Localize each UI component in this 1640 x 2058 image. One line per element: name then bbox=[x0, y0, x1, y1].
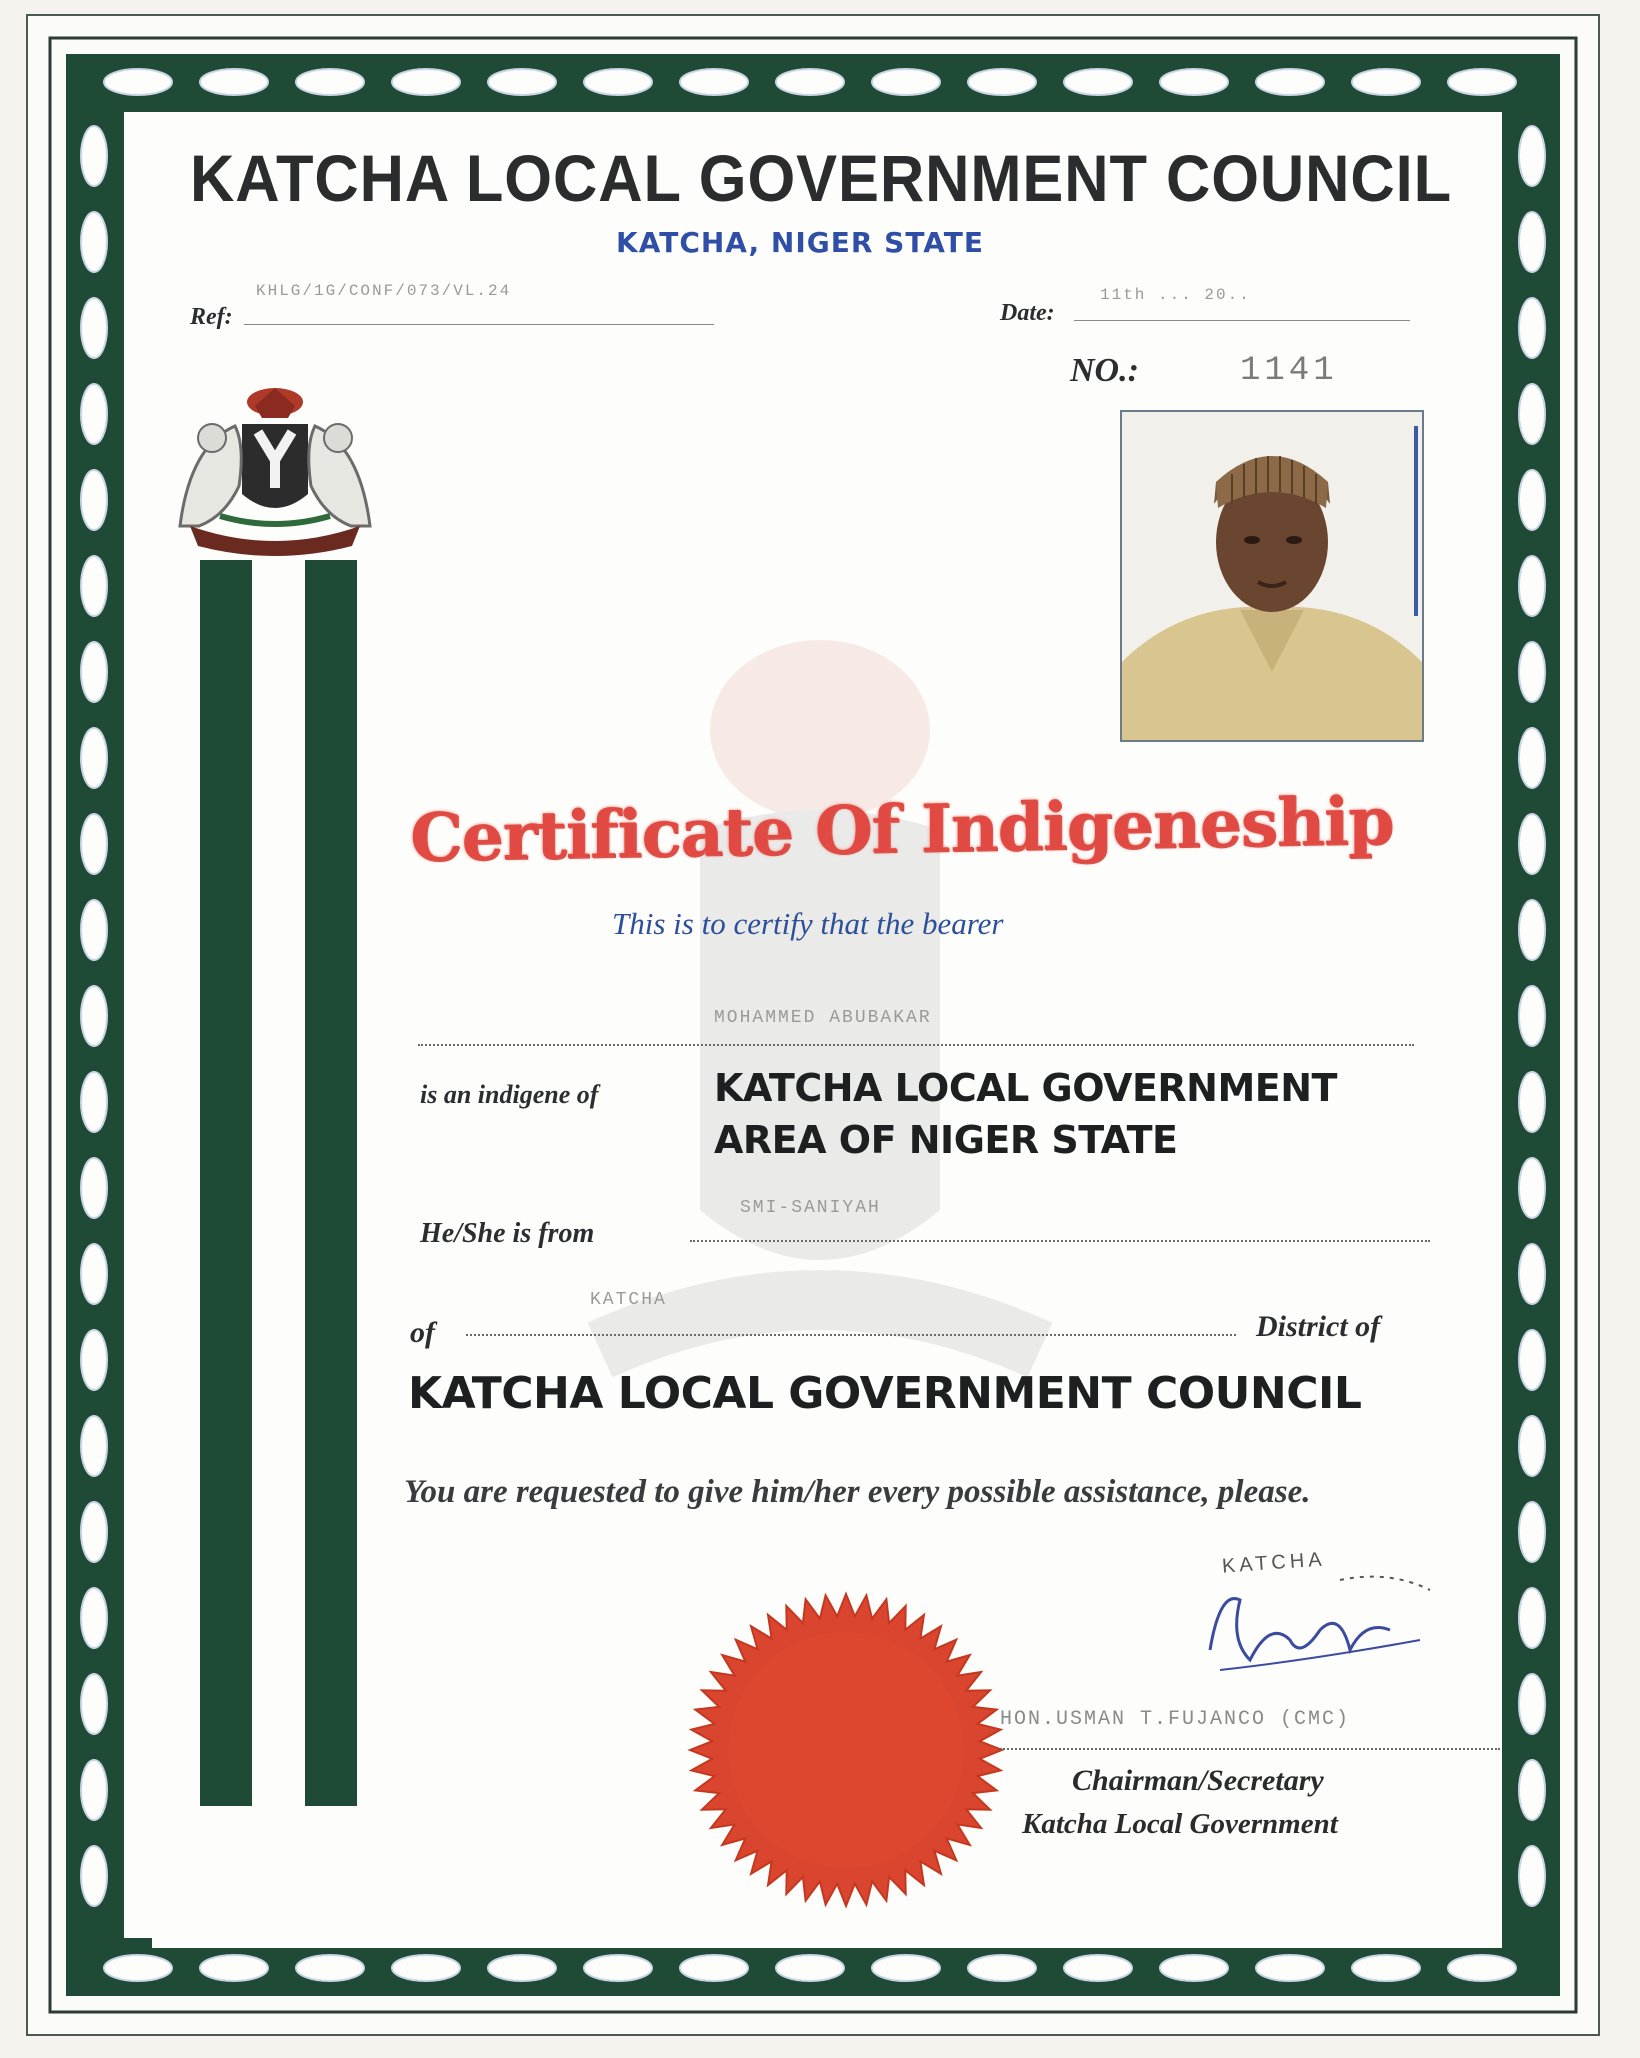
chain-link bbox=[81, 986, 107, 1046]
number-label: NO.: bbox=[1070, 352, 1139, 389]
signature-mark bbox=[1190, 1560, 1440, 1700]
chain-link bbox=[488, 69, 556, 95]
chain-link bbox=[81, 298, 107, 358]
nigeria-coat-of-arms-icon bbox=[150, 376, 400, 556]
bearer-name: MOHAMMED ABUBAKAR bbox=[714, 1008, 932, 1028]
red-seal-icon bbox=[686, 1590, 1006, 1910]
indigene-area-line2: AREA OF NIGER STATE bbox=[714, 1118, 1178, 1162]
chain-link bbox=[1519, 1502, 1545, 1562]
from-line bbox=[690, 1232, 1430, 1242]
indigene-area-line1: KATCHA LOCAL GOVERNMENT bbox=[714, 1066, 1337, 1110]
chain-link bbox=[81, 642, 107, 702]
chain-link bbox=[1519, 1330, 1545, 1390]
watermark-coat-of-arms-icon bbox=[560, 610, 1080, 1390]
chain-link bbox=[1519, 298, 1545, 358]
chain-link bbox=[1519, 1244, 1545, 1304]
chain-link bbox=[1160, 69, 1228, 95]
passport-photo bbox=[1120, 410, 1424, 742]
ref-line bbox=[244, 314, 714, 325]
chain-link bbox=[968, 69, 1036, 95]
chain-link bbox=[1519, 1072, 1545, 1132]
chain-link bbox=[1160, 1955, 1228, 1981]
bearer-line bbox=[418, 1036, 1414, 1046]
chain-link bbox=[1256, 69, 1324, 95]
chain-link bbox=[968, 1955, 1036, 1981]
chain-link bbox=[1519, 384, 1545, 444]
flag-stripe-left bbox=[200, 560, 252, 1806]
photo-edge-line bbox=[1414, 426, 1418, 616]
signer-role-line1: Chairman/Secretary bbox=[1072, 1764, 1324, 1797]
certify-text: This is to certify that the bearer bbox=[612, 906, 1004, 941]
from-value: SMI-SANIYAH bbox=[740, 1198, 881, 1218]
of-label: of bbox=[410, 1316, 435, 1349]
chain-link bbox=[81, 1072, 107, 1132]
chain-link bbox=[392, 1955, 460, 1981]
chain-link bbox=[1519, 814, 1545, 874]
chain-link bbox=[81, 1846, 107, 1906]
chain-link bbox=[200, 69, 268, 95]
chain-link bbox=[296, 69, 364, 95]
chain-link bbox=[1448, 69, 1516, 95]
chain-link bbox=[1519, 642, 1545, 702]
chain-link bbox=[81, 1158, 107, 1218]
chain-link bbox=[872, 1955, 940, 1981]
chain-link bbox=[1519, 986, 1545, 1046]
signature-stamp-text: KATCHA bbox=[1221, 1548, 1327, 1578]
chain-link bbox=[81, 814, 107, 874]
chain-link bbox=[81, 1416, 107, 1476]
chain-link bbox=[584, 69, 652, 95]
chain-link bbox=[392, 69, 460, 95]
chain-link bbox=[81, 384, 107, 444]
ref-label: Ref: bbox=[190, 304, 233, 330]
chain-link bbox=[81, 212, 107, 272]
chain-link bbox=[1519, 1846, 1545, 1906]
chain-link bbox=[1519, 1588, 1545, 1648]
chain-link bbox=[1519, 212, 1545, 272]
certificate-number: 1141 bbox=[1240, 352, 1338, 390]
chain-link bbox=[1519, 1674, 1545, 1734]
chain-link bbox=[81, 1588, 107, 1648]
chain-link bbox=[776, 1955, 844, 1981]
chain-link bbox=[1519, 728, 1545, 788]
from-label: He/She is from bbox=[420, 1218, 595, 1249]
council-title: KATCHA LOCAL GOVERNMENT COUNCIL bbox=[190, 141, 1453, 215]
chain-link bbox=[200, 1955, 268, 1981]
chain-link bbox=[296, 1955, 364, 1981]
signer-role-line2: Katcha Local Government bbox=[1022, 1808, 1338, 1840]
chain-link bbox=[1448, 1955, 1516, 1981]
date-value: 11th ... 20.. bbox=[1100, 286, 1251, 304]
signer-name: HON.USMAN T.FUJANCO (CMC) bbox=[1000, 1708, 1351, 1731]
signer-line bbox=[1000, 1740, 1500, 1750]
chain-link bbox=[81, 126, 107, 186]
chain-link bbox=[81, 1244, 107, 1304]
date-label: Date: bbox=[1000, 300, 1055, 326]
chain-link bbox=[104, 69, 172, 95]
council-location: KATCHA, NIGER STATE bbox=[616, 226, 984, 259]
chain-link bbox=[1519, 1760, 1545, 1820]
chain-link bbox=[1519, 1416, 1545, 1476]
chain-link bbox=[1256, 1955, 1324, 1981]
chain-link bbox=[680, 69, 748, 95]
chain-link bbox=[584, 1955, 652, 1981]
chain-link bbox=[104, 1955, 172, 1981]
chain-link bbox=[1519, 126, 1545, 186]
chain-link bbox=[1519, 556, 1545, 616]
chain-link bbox=[488, 1955, 556, 1981]
chain-link bbox=[81, 1330, 107, 1390]
date-line bbox=[1074, 310, 1410, 321]
chain-link bbox=[81, 1502, 107, 1562]
chain-link bbox=[1519, 470, 1545, 530]
chain-link bbox=[1064, 69, 1132, 95]
chain-link bbox=[680, 1955, 748, 1981]
of-value: KATCHA bbox=[590, 1290, 667, 1310]
chain-link bbox=[1519, 900, 1545, 960]
of-line bbox=[466, 1326, 1236, 1336]
chain-link bbox=[1352, 69, 1420, 95]
chain-link bbox=[81, 556, 107, 616]
district-label: District of bbox=[1256, 1310, 1381, 1343]
chain-link bbox=[81, 1674, 107, 1734]
chain-link bbox=[81, 728, 107, 788]
chain-link bbox=[81, 900, 107, 960]
chain-link bbox=[81, 1760, 107, 1820]
chain-link bbox=[1064, 1955, 1132, 1981]
chain-link bbox=[872, 69, 940, 95]
request-text: You are requested to give him/her every possible assistance, please. bbox=[404, 1474, 1311, 1510]
chain-link bbox=[1352, 1955, 1420, 1981]
certificate-heading: Certificate Of Indigeneship bbox=[410, 781, 1394, 877]
council-name: KATCHA LOCAL GOVERNMENT COUNCIL bbox=[408, 1368, 1362, 1419]
ref-value: KHLG/1G/CONF/073/VL.24 bbox=[256, 282, 512, 300]
chain-link bbox=[81, 470, 107, 530]
chain-link bbox=[1519, 1158, 1545, 1218]
indigene-label: is an indigene of bbox=[420, 1080, 599, 1109]
chain-link bbox=[776, 69, 844, 95]
flag-stripe-right bbox=[305, 560, 357, 1806]
